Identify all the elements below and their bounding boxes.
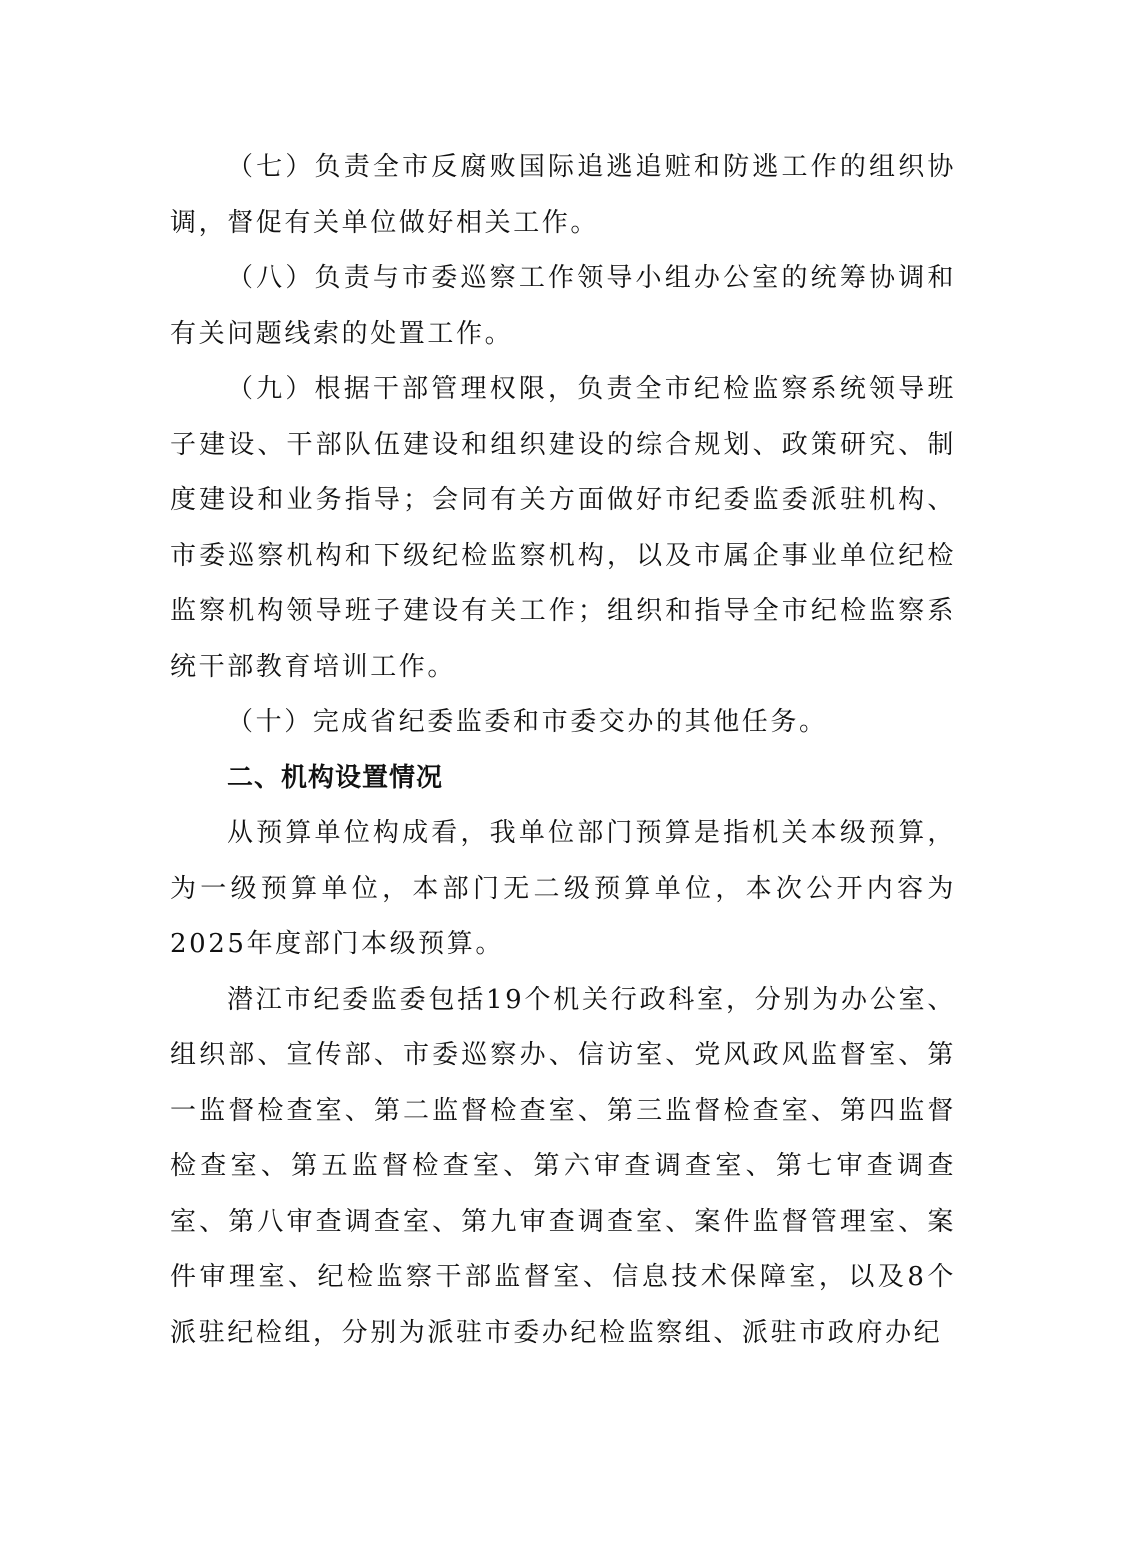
document-body bbox=[170, 140, 956, 1361]
paragraph-item-8: （八）负责与市委巡察工作领导小组办公室的统筹协调和有关问题线索的处置工作。 bbox=[170, 263, 956, 349]
paragraph-item-10: （十）完成省纪委监委和市委交办的其他任务。 bbox=[227, 707, 828, 737]
section-heading: 二、机构设置情况 bbox=[227, 762, 444, 793]
paragraph-departments: 潜江市纪委监委包括19个机关行政科室，分别为办公室、组织部、宣传部、市委巡察办、信访室、党风政风监督室、第一监督检查室、第二监督检查室、第三监督检查室、第四监督检查室、第五监督检查室、第六审查调查室、第七审查调查室、第八审查调查室、第九审查调查室、案件监督管理室、案件审理室、纪检监察干部监督室、信息技术保障室，以及8个派驻纪检组，分别为派驻市委办纪检监察组、派驻市政府办纪 bbox=[170, 984, 956, 1348]
paragraph-budget-units: 从预算单位构成看，我单位部门预算是指机关本级预算，为一级预算单位，本部门无二级预算单位，本次公开内容为2025年度部门本级预算。 bbox=[170, 818, 956, 959]
paragraph-item-7: （七）负责全市反腐败国际追逃追赃和防逃工作的组织协调，督促有关单位做好相关工作。 bbox=[170, 152, 956, 238]
paragraph-item-9: （九）根据干部管理权限，负责全市纪检监察系统领导班子建设、干部队伍建设和组织建设的综合规划、政策研究、制度建设和业务指导；会同有关方面做好市纪委监委派驻机构、市委巡察机构和下级纪检监察机构，以及市属企事业单位纪检监察机构领导班子建设有关工作；组织和指导全市纪检监察系统干部教育培训工作。 bbox=[170, 374, 956, 682]
